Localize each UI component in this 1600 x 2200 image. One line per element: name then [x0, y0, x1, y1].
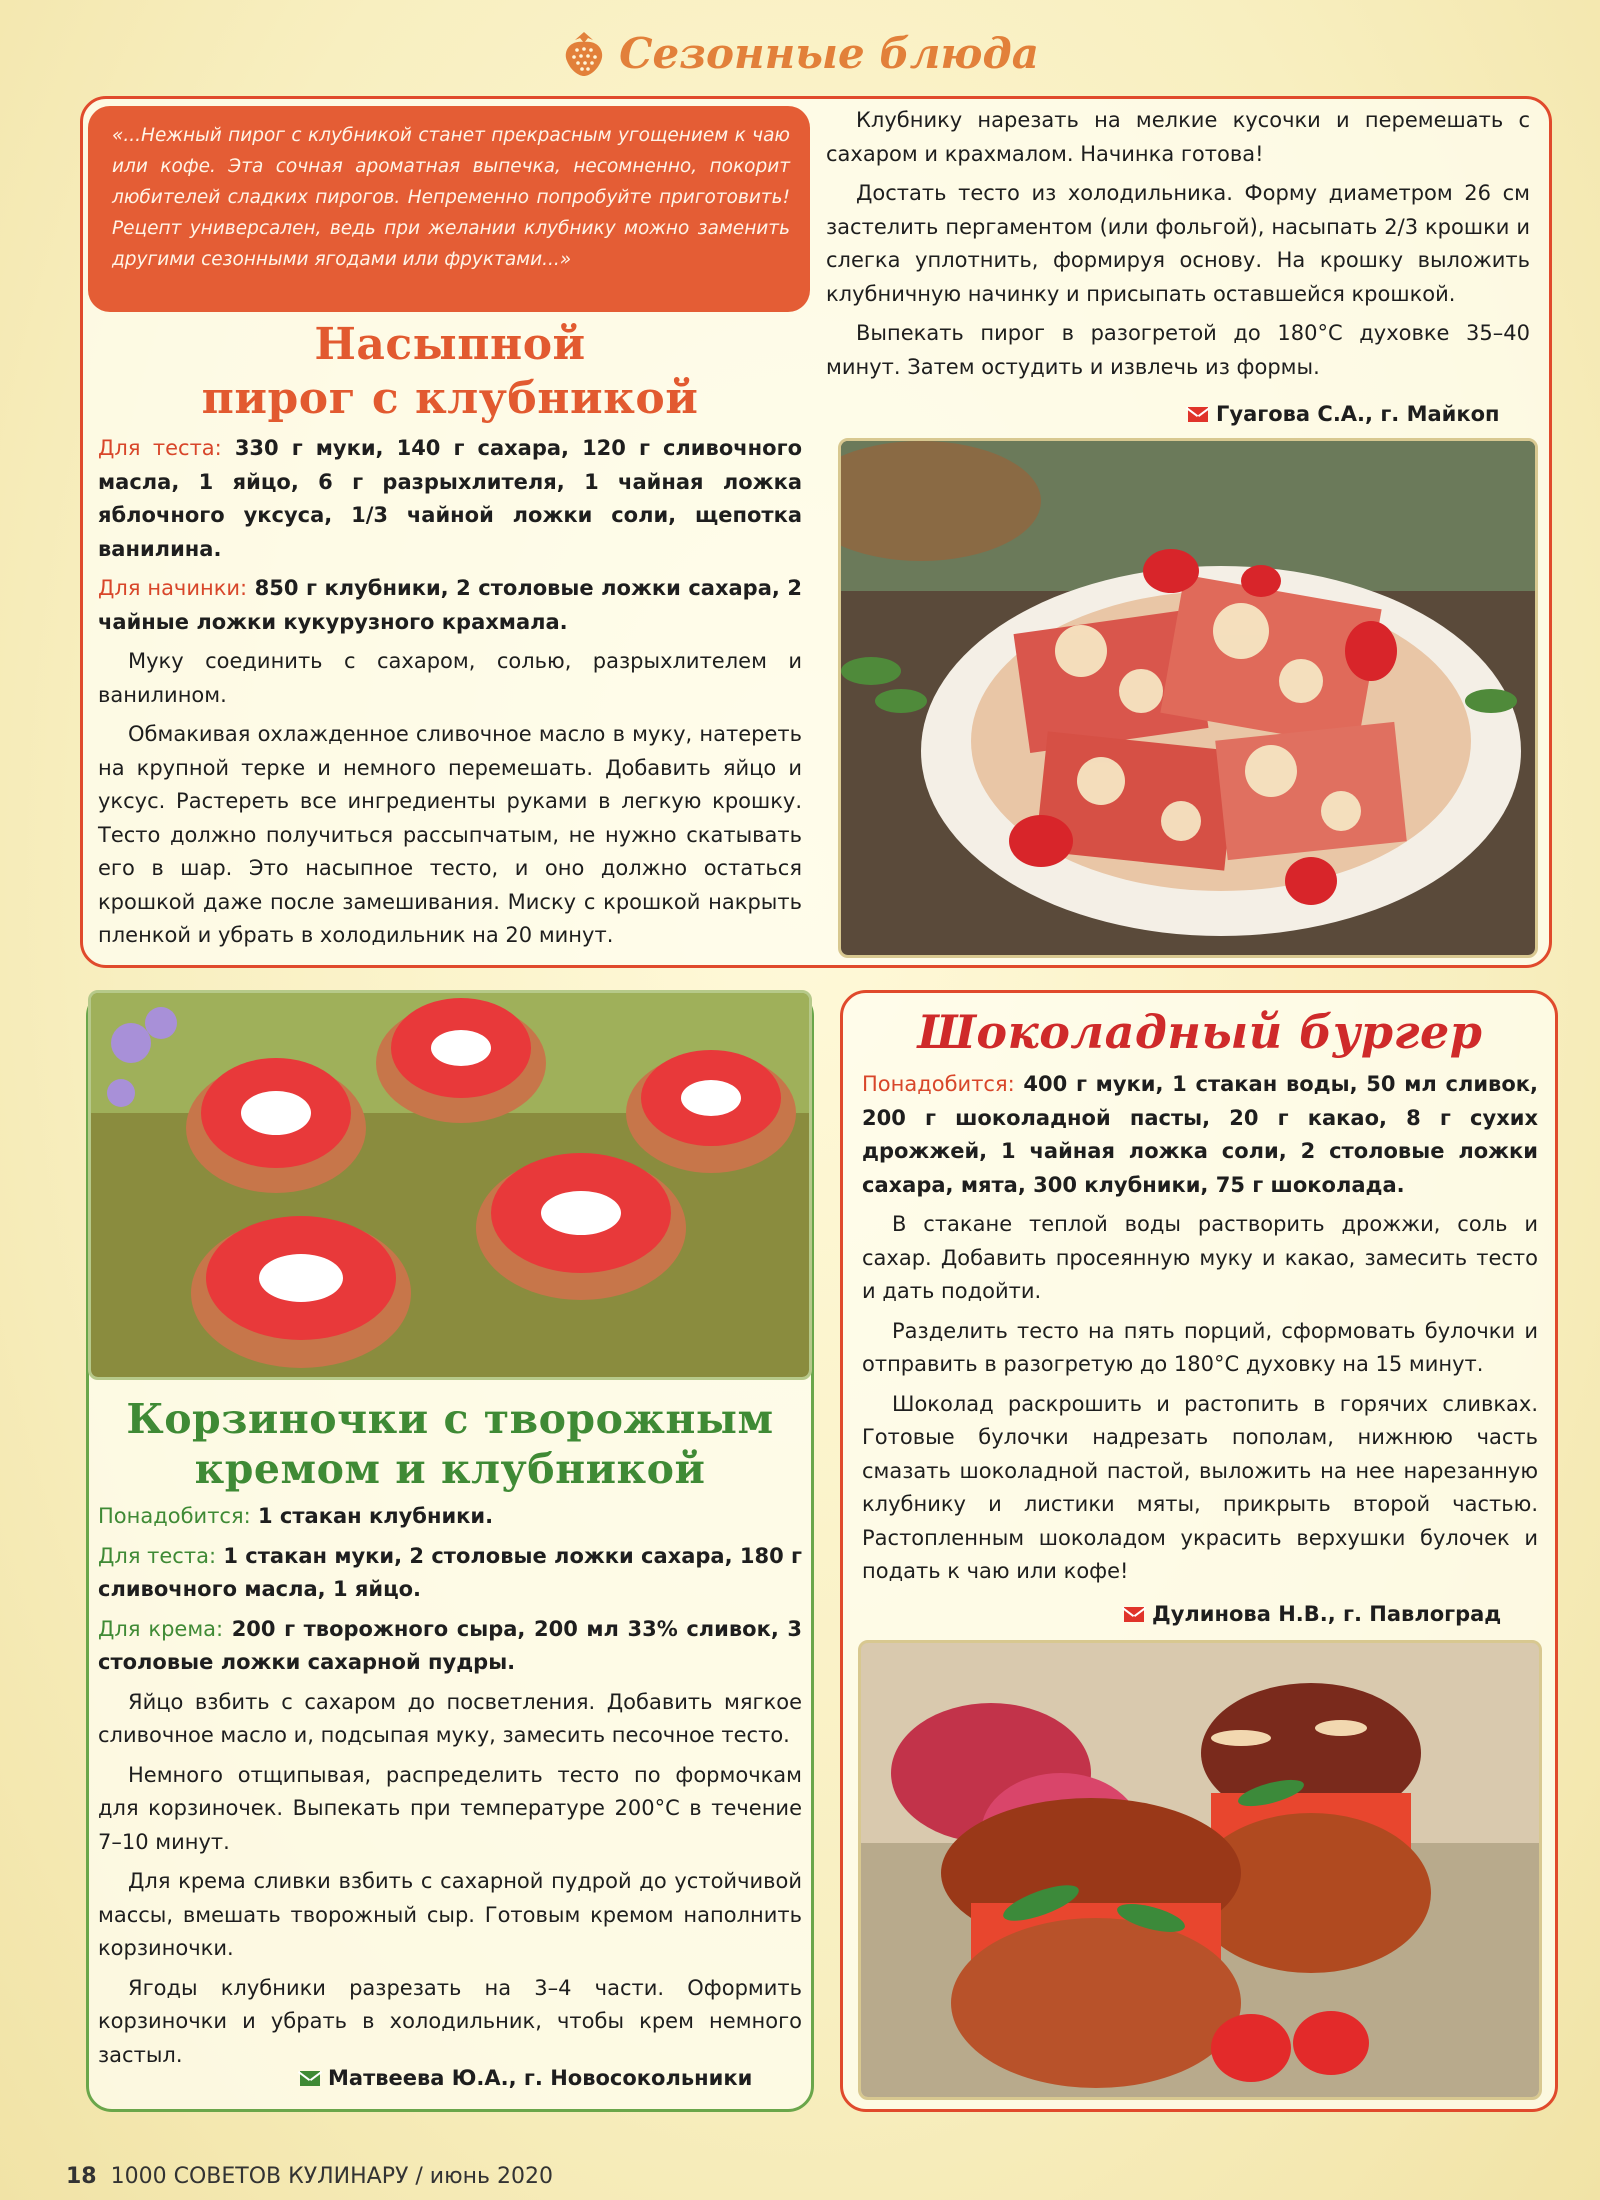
page-number: 18 — [66, 2164, 97, 2189]
recipe3-body — [862, 1068, 1538, 1595]
recipe1-author — [1188, 402, 1500, 426]
recipe1-step3: Клубнику нарезать на мелкие кусочки и перемешать с сахаром и крахмалом. Начинка готова! — [826, 108, 1530, 166]
recipe1-author-name: Гуагова С.А., г. Майкоп — [1216, 402, 1500, 426]
recipe2-dough — [98, 1540, 802, 1607]
recipe1-filling — [98, 572, 802, 639]
recipe1-step1: Муку соединить с сахаром, солью, разрыхлителем и ванилином. — [98, 649, 802, 707]
recipe1-step2: Обмакивая охлажденное сливочное масло в муку, натереть на крупной терке и немного перемешать. Добавить яйцо и уксус. Растереть все ингредиенты руками в легкую крошку. Тесто должно получиться рассыпчатым, не нужно скатывать его в шар. Это насыпное тесто, и оно должно остаться крошкой даже после замешивания. Миску с крошкой накрыть пленкой и убрать в холодильник на 20 минут. — [98, 722, 802, 947]
recipe1-title-line2: пирог с клубникой — [201, 373, 699, 424]
recipe3-need — [862, 1068, 1538, 1202]
recipe2-dough-text: 1 стакан муки, 2 столовые ложки сахара, 180 г сливочного масла, 1 яйцо. — [98, 1543, 803, 1601]
envelope-icon — [1188, 407, 1208, 422]
recipe2-cream-label: Для крема: — [98, 1616, 224, 1641]
recipe1-dough-label: Для теста: — [98, 436, 222, 460]
recipe3-photo — [858, 1640, 1542, 2100]
recipe1-dough-text: 330 г муки, 140 г сахара, 120 г сливочного масла, 1 яйцо, 6 г разрыхлителя, 1 чайная ложка яблочного уксуса, 1/3 чайной ложки соли, щепотка ванилина. — [98, 436, 802, 561]
recipe2-need-label: Понадобится: — [98, 1504, 251, 1528]
recipe1-dough — [98, 432, 802, 566]
recipe1-step4: Достать тесто из холодильника. Форму диаметром 26 см застелить пергаментом (или фольгой), насыпать 2/3 крошки и слегка уплотнить, формируя основу. На крошку выложить клубничную начинку и присыпать оставшейся крошкой. — [826, 181, 1530, 306]
recipe1-body-left — [98, 432, 802, 959]
envelope-icon — [1124, 1607, 1144, 1622]
recipe1-photo — [838, 438, 1538, 958]
recipe3-need-text: 400 г муки, 1 стакан воды, 50 мл сливок, 200 г шоколадной пасты, 20 г какао, 8 г сухих дрожжей, 1 чайная ложка соли, 2 столовые ложки сахара, мята, 300 клубники, 75 г шоколада. — [862, 1072, 1538, 1197]
recipe2-body — [98, 1500, 802, 2078]
header-title: Сезонные блюда — [619, 28, 1039, 78]
recipe2-need — [98, 1500, 802, 1534]
recipe2-step4: Ягоды клубники разрезать на 3–4 части. Оформить корзиночки и убрать в холодильник, чтобы крем немного застыл. — [98, 1975, 802, 2067]
recipe3-title: Шоколадный бургер — [917, 1005, 1483, 1059]
recipe2-author-name: Матвеева Ю.А., г. Новосокольники — [328, 2066, 753, 2090]
envelope-icon — [300, 2071, 320, 2086]
recipe2-step3: Для крема сливки взбить с сахарной пудрой до устойчивой массы, вмешать творожный сыр. Готовым кремом наполнить корзиночки. — [98, 1869, 802, 1960]
recipe2-photo — [88, 990, 812, 1380]
recipe1-title — [90, 318, 810, 426]
recipe1-title-line1: Насыпной — [314, 319, 586, 370]
recipe1-body-right — [826, 104, 1530, 390]
recipe2-step1: Яйцо взбить с сахаром до посветления. Добавить мягкое сливочное масло и, подсыпая муку, замесить песочное тесто. — [98, 1689, 802, 1747]
recipe3-author-name: Дулинова Н.В., г. Павлоград — [1152, 1602, 1502, 1626]
recipe1-step5: Выпекать пирог в разогретой до 180°С духовке 35–40 минут. Затем остудить и извлечь из формы. — [826, 321, 1530, 379]
recipe3-step3: Шоколад раскрошить и растопить в горячих сливках. Готовые булочки надрезать пополам, нижнюю часть смазать шоколадной пастой, выложить на нее нарезанную клубнику и листики мяты, прикрыть второй частью. Растопленным шоколадом украсить верхушки булочек и подать к чаю или кофе! — [862, 1391, 1538, 1583]
recipe3-author — [1124, 1602, 1501, 1626]
recipe2-author — [300, 2066, 752, 2090]
recipe2-cream-text: 200 г творожного сыра, 200 мл 33% сливок, 3 столовые ложки сахарной пудры. — [98, 1616, 802, 1674]
strawberry-icon — [561, 28, 607, 78]
recipe2-need-text: 1 стакан клубники. — [250, 1504, 494, 1528]
page-footer — [66, 2164, 553, 2189]
magazine-name: 1000 СОВЕТОВ КУЛИНАРУ / июнь 2020 — [110, 2164, 553, 2189]
recipe1-filling-text: 850 г клубники, 2 столовые ложки сахара, 2 чайные ложки кукурузного крахмала. — [98, 576, 802, 634]
recipe2-title-line1: Корзиночки с творожным — [126, 1395, 774, 1443]
recipe1-intro: «...Нежный пирог с клубникой станет прекрасным угощением к чаю или кофе. Эта сочная ароматная выпечка, несомненно, покорит любителей сладких пирогов. Непременно попробуйте приготовить! Рецепт универсален, ведь при желании клубнику можно заменить другими сезонными ягодами или фруктами...» — [88, 106, 810, 312]
recipe3-step2: Разделить тесто на пять порций, сформовать булочки и отправить в разогретую до 180°С духовку на 15 минут. — [862, 1318, 1538, 1376]
recipe2-title-line2: кремом и клубникой — [194, 1445, 706, 1493]
recipe3-need-label: Понадобится: — [862, 1072, 1015, 1096]
recipe1-filling-label: Для начинки: — [98, 576, 248, 600]
recipe2-title — [90, 1394, 810, 1494]
recipe3-step1: В стакане теплой воды растворить дрожжи, соль и сахар. Добавить просеянную муку и какао, замесить тесто и дать подойти. — [862, 1212, 1538, 1303]
recipe2-cream — [98, 1613, 802, 1680]
recipe2-dough-label: Для теста: — [98, 1543, 217, 1568]
recipe2-step2: Немного отщипывая, распределить тесто по формочкам для корзиночек. Выпекать при температуре 200°С в течение 7–10 минут. — [98, 1762, 802, 1854]
section-header — [0, 18, 1600, 88]
